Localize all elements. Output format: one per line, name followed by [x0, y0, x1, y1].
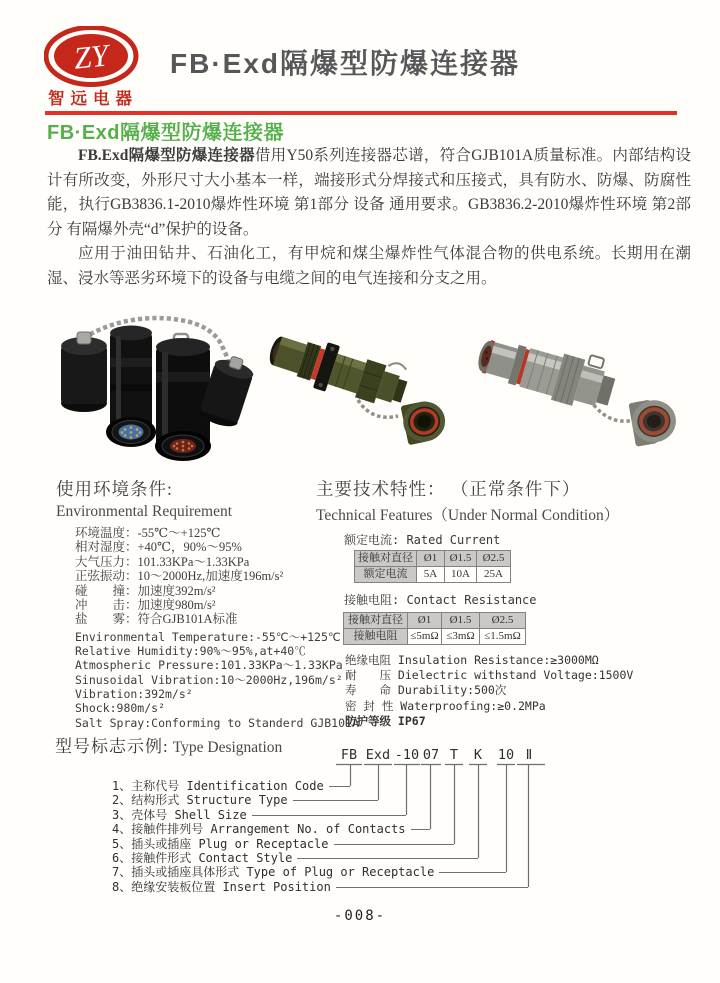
designation-item: 3、壳体号 Shell Size — [112, 807, 406, 823]
table-row-label-cell: 额定电流 — [355, 567, 417, 583]
designation-item: 1、主称代号 Identification Code — [112, 778, 350, 794]
table-row — [355, 567, 511, 583]
environment-title-en: Environmental Requirement — [56, 503, 233, 520]
section-heading: FB·Exd隔爆型防爆连接器 — [47, 122, 284, 144]
intro-paragraph-1 — [47, 144, 691, 242]
table-value-cell: ≤3mΩ — [442, 629, 480, 645]
table-header-cell: Ø1 — [408, 613, 442, 629]
designation-code-token: K — [473, 747, 483, 763]
designation-code-token: 10 — [497, 747, 515, 763]
env-item-en: Vibration:392m/s² — [75, 687, 193, 702]
table-value-cell: ≤5mΩ — [408, 629, 442, 645]
features-title-en: Technical Features（Under Normal Condition） — [316, 507, 620, 524]
designation-item: 4、接触件排列号 Arrangement No. of Contacts — [112, 821, 430, 837]
table-header-cell: Ø1 — [417, 551, 445, 567]
brand-logo — [44, 26, 148, 110]
designation-item: 5、插头或插座 Plug or Receptacle — [112, 836, 454, 852]
feature-spec-line: 寿 命 Durability:500次 — [345, 683, 507, 698]
designation-section — [0, 726, 720, 918]
leader-line — [293, 800, 378, 801]
table-header-cell: Ø1.5 — [442, 613, 480, 629]
leader-line — [329, 786, 350, 787]
table-header-cell: Ø1.5 — [445, 551, 477, 567]
table-row-label-cell: 接触电阻 — [344, 629, 408, 645]
designation-title-zh: 型号标志示例: — [55, 737, 169, 756]
contact-resistance-label: 接触电阻: Contact Resistance — [344, 593, 537, 607]
table-header-cell: Ø2.5 — [477, 551, 511, 567]
env-item-en: Shock:980m/s² — [75, 701, 166, 716]
table-row — [344, 629, 526, 645]
logo-company-name: 智远电器 — [48, 90, 138, 108]
leader-line — [297, 858, 478, 859]
env-item-en: Atmospheric Pressure:101.33KPa～1.33KPa — [75, 658, 343, 673]
table-row — [344, 613, 526, 629]
contact-resistance-table — [343, 612, 526, 645]
feature-spec-lines — [345, 653, 706, 729]
env-item-zh: 环境温度：-55℃～+125℃ — [75, 526, 221, 540]
environment-section — [56, 476, 359, 730]
environment-list-en — [56, 629, 359, 730]
designation-item: 6、接触件形式 Contact Style — [112, 850, 478, 866]
table-value-cell: 10A — [445, 567, 477, 583]
env-item-zh: 碰 撞：加速度392m/s² — [75, 583, 216, 598]
cap-clip — [77, 332, 91, 344]
connector-a-highlight — [116, 336, 121, 428]
leader-line — [334, 844, 455, 845]
env-item-zh: 相对湿度：+40℃，90%～95% — [75, 540, 242, 555]
designation-code-token: FB — [340, 747, 358, 763]
leader-line — [252, 815, 406, 816]
designation-code-token: Exd — [365, 747, 391, 763]
rated-current-label: 额定电流: Rated Current — [344, 533, 501, 547]
table-value-cell: ≤1.5mΩ — [480, 629, 526, 645]
designation-code-token: T — [449, 747, 459, 763]
table-value-cell: 25A — [477, 567, 511, 583]
designation-code-token: -10 — [394, 747, 420, 763]
steel-cap — [628, 396, 679, 447]
feature-spec-line: 密 封 性 Waterproofing:≥0.2MPa — [345, 698, 546, 713]
chain-icon — [590, 400, 634, 421]
page-number: -008- — [333, 908, 387, 924]
env-item-zh: 盐 雾：符合GJB101A标准 — [75, 612, 238, 627]
features-title-zh: 主要技术特性： （正常条件下） — [316, 479, 581, 499]
rated-current-table — [354, 550, 511, 583]
env-item-zh: 正弦振动：10～2000Hz,加速度196m/s² — [75, 569, 284, 584]
leader-line — [336, 887, 528, 888]
leader-line — [411, 829, 430, 830]
intro-lead: FB.Exd隔爆型防爆连接器 — [78, 147, 255, 164]
connector-b-highlight — [162, 352, 168, 440]
env-item-en: Salt Spray:Conforming to Standerd GJB101A — [75, 715, 359, 730]
olive-connector-photo — [262, 326, 456, 450]
environment-list-zh — [56, 526, 332, 627]
red-divider — [45, 111, 677, 115]
designation-item: 8、绝缘安装板位置 Insert Position — [112, 879, 528, 895]
feature-spec-line: 防护等级 IP67 — [345, 713, 426, 728]
steel-connector-photo — [470, 330, 694, 454]
designation-item: 2、结构形式 Structure Type — [112, 792, 378, 808]
steel-plug-body — [473, 330, 620, 415]
table-row — [355, 551, 511, 567]
document-title: FB·Exd隔爆型防爆连接器 — [170, 48, 521, 79]
leader-line — [439, 872, 506, 873]
env-item-en: Relative Humidity:90%～95%,at+40℃ — [75, 644, 306, 659]
env-item-zh: 冲 击：加速度980m/s² — [75, 598, 216, 613]
intro-paragraph-1-body: 借用Y50系列连接器芯谱，符合GJB101A质量标准。内部结构设计有所改变，外形尺寸大小基本一样，端接形式分焊接式和压接式，具有防水、防爆、防腐性能，执行GB3836.1-2010爆炸性环境 第1部分 设备 通用要求。GB3836.2-2010爆炸性环境 第2部分 有隔爆外壳“d”保护的设备。 — [47, 147, 691, 238]
logo-monogram: ZY — [72, 37, 111, 76]
olive-plug-body — [264, 326, 412, 415]
features-section — [316, 476, 706, 729]
intro-paragraph-2: 应用于油田钻井、石油化工，有甲烷和煤尘爆炸性气体混合物的供电系统。长期用在潮湿、浸水等恶劣环境下的设备与电缆之间的电气连接和分支之用。 — [47, 245, 691, 287]
table-value-cell: 5A — [417, 567, 445, 583]
env-item-en: Environmental Temperature:-55℃～+125℃ — [75, 629, 341, 644]
designation-title-en: Type Designation — [172, 739, 283, 756]
designation-code-token: Ⅱ — [525, 747, 533, 763]
intro-text-block — [47, 144, 691, 292]
feature-spec-line: 耐 压 Dielectric withstand Voltage:1500V — [345, 668, 634, 683]
table-header-cell: Ø2.5 — [480, 613, 526, 629]
chain-icon — [358, 400, 398, 417]
env-item-en: Sinusoidal Vibration:10～2000Hz,196m/s² — [75, 672, 343, 687]
black-connector-pair-photo — [50, 306, 254, 462]
designation-item: 7、插头或插座具体形式 Type of Plug or Receptacle — [112, 864, 506, 880]
table-header-cell: 接触对直径 — [355, 551, 417, 567]
table-header-cell: 接触对直径 — [344, 613, 408, 629]
env-item-zh: 大气压力：101.33KPa～1.33KPa — [75, 554, 250, 569]
feature-spec-line: 绝缘电阻 Insulation Resistance:≥3000MΩ — [345, 653, 599, 667]
environment-title-zh: 使用环境条件: — [56, 479, 173, 499]
designation-code-token: 07 — [422, 747, 440, 763]
olive-cap — [399, 398, 448, 446]
